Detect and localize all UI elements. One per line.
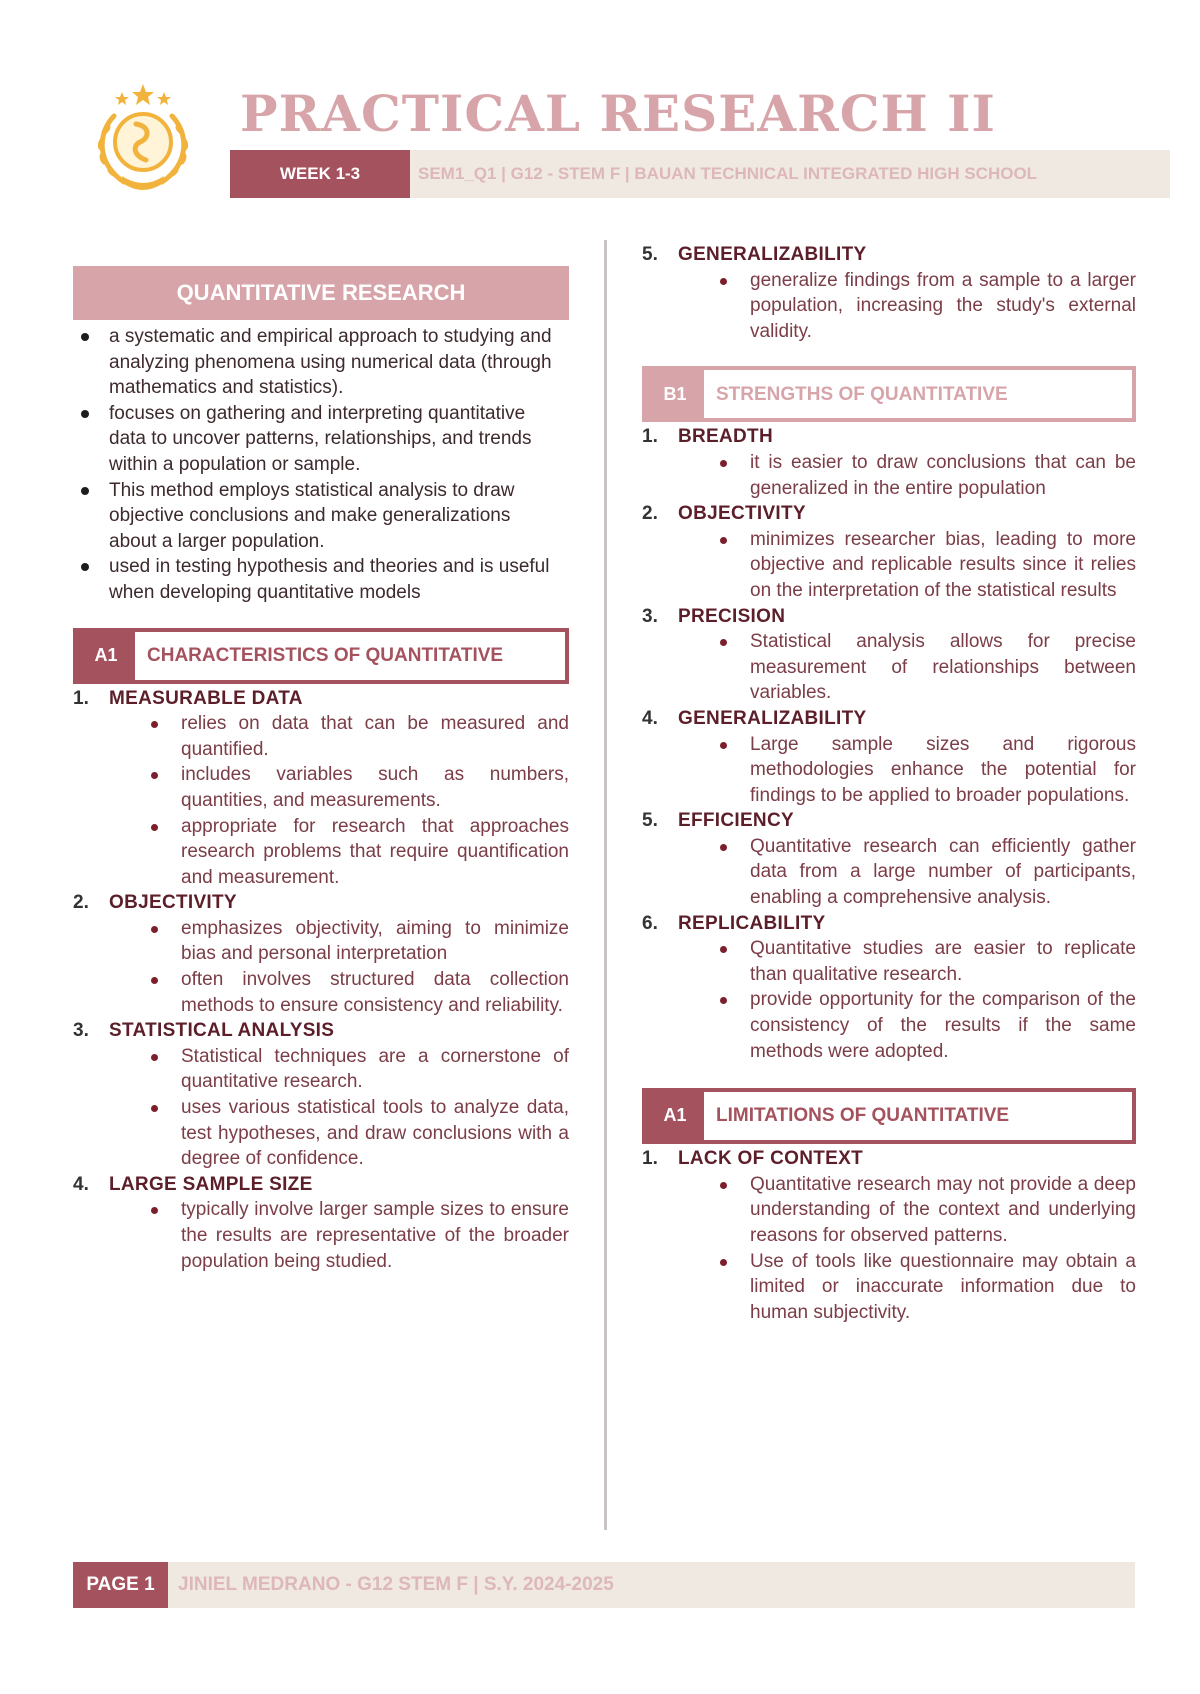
list-item: Statistical analysis allows for precise measurement of relationships between variables. — [678, 629, 1136, 706]
section-code: A1 — [77, 632, 135, 680]
list-item: generalize findings from a sample to a larger population, increasing the study's external validity. — [678, 268, 1136, 345]
sub-list — [678, 450, 1136, 501]
section-label: CHARACTERISTICS OF QUANTITATIVE — [147, 644, 504, 666]
item-number: 6. — [642, 912, 658, 934]
item-title: STATISTICAL ANALYSIS — [109, 1020, 335, 1042]
strengths-list — [642, 424, 1136, 1064]
list-item: includes variables such as numbers, quantities, and measurements. — [109, 762, 569, 813]
sub-list — [678, 732, 1136, 809]
item-number: 5. — [642, 244, 658, 265]
column-divider — [604, 240, 607, 1530]
sub-list — [678, 629, 1136, 706]
list-item — [73, 686, 569, 891]
sub-list — [109, 711, 569, 890]
document-title: PRACTICAL RESEARCH II — [240, 84, 996, 143]
item-title: BREADTH — [678, 426, 773, 448]
list-item: used in testing hypothesis and theories and is useful when developing quantitative models — [73, 554, 563, 605]
item-title: LACK OF CONTEXT — [678, 1148, 863, 1170]
list-item — [73, 890, 569, 1018]
item-number: 4. — [642, 707, 658, 729]
list-item — [642, 501, 1136, 603]
list-item — [642, 424, 1136, 501]
list-item: uses various statistical tools to analyze data, test hypotheses, and draw conclusions with a degree of confidence. — [109, 1095, 569, 1172]
list-item: it is easier to draw conclusions that can be generalized in the entire population — [678, 450, 1136, 501]
list-item: relies on data that can be measured and quantified. — [109, 711, 569, 762]
item-title: OBJECTIVITY — [109, 892, 237, 914]
list-item — [642, 808, 1136, 910]
list-item: This method employs statistical analysis to draw objective conclusions and make generalizations about a larger population. — [73, 478, 563, 555]
footer-text: JINIEL MEDRANO - G12 STEM F | S.Y. 2024-2025 — [178, 1574, 614, 1595]
section-header-limitations — [642, 1088, 1136, 1144]
sub-list — [678, 268, 1136, 345]
list-item: provide opportunity for the comparison of the consistency of the results if the same methods were adopted. — [678, 987, 1136, 1064]
sub-list — [109, 1044, 569, 1172]
section-code: B1 — [646, 370, 704, 418]
list-item: Quantitative studies are easier to replicate than qualitative research. — [678, 936, 1136, 987]
list-item — [642, 911, 1136, 1065]
item-title: REPLICABILITY — [678, 912, 826, 934]
item-number: 2. — [642, 503, 658, 525]
item-number: 1. — [73, 687, 89, 709]
list-item: emphasizes objectivity, aiming to minimize bias and personal interpretation — [109, 916, 569, 967]
week-badge: WEEK 1-3 — [230, 150, 410, 198]
section-label: STRENGTHS OF QUANTITATIVE — [716, 383, 1008, 405]
list-item: a systematic and empirical approach to studying and analyzing phenomena using numerical data (through mathematics and statistics). — [73, 324, 563, 401]
sub-list — [678, 936, 1136, 1064]
list-item: appropriate for research that approaches research problems that require quantification and measurement. — [109, 814, 569, 891]
section-header-characteristics — [73, 628, 569, 684]
item-number: 1. — [642, 426, 658, 448]
list-item: Quantitative research can efficiently gather data from a large number of participants, enabling a comprehensive analysis. — [678, 834, 1136, 911]
list-item: Quantitative research may not provide a deep understanding of the context and underlying reasons for observed patterns. — [678, 1172, 1136, 1249]
sub-list — [678, 834, 1136, 911]
characteristics-list — [73, 686, 569, 1275]
section-label: LIMITATIONS OF QUANTITATIVE — [716, 1105, 1010, 1127]
item-title: LARGE SAMPLE SIZE — [109, 1173, 313, 1195]
item-number: 3. — [73, 1020, 89, 1042]
limitations-list — [642, 1146, 1136, 1325]
item-number: 1. — [642, 1148, 658, 1170]
list-item — [73, 1018, 569, 1172]
item-title: EFFICIENCY — [678, 810, 794, 832]
item-number: 4. — [73, 1173, 89, 1195]
school-seal-logo — [84, 80, 202, 198]
right-column — [642, 242, 1136, 1325]
list-item — [642, 242, 1136, 344]
section-header-strengths — [642, 366, 1136, 422]
sub-list — [678, 1172, 1136, 1326]
item-number: 5. — [642, 810, 658, 832]
item-title: MEASURABLE DATA — [109, 687, 303, 709]
sub-list — [678, 527, 1136, 604]
intro-bullet-list — [73, 324, 569, 606]
list-item — [73, 1172, 569, 1274]
list-item: Statistical techniques are a cornerstone of quantitative research. — [109, 1044, 569, 1095]
section-title-quantitative-research: QUANTITATIVE RESEARCH — [73, 266, 569, 320]
list-item — [642, 1146, 1136, 1325]
item-title: GENERALIZABILITY — [678, 707, 867, 729]
sub-list — [109, 916, 569, 1018]
section-code: A1 — [646, 1092, 704, 1140]
page-number-badge: PAGE 1 — [73, 1562, 168, 1608]
list-item — [642, 706, 1136, 808]
header-subtitle: SEM1_Q1 | G12 - STEM F | BAUAN TECHNICAL INTEGRATED HIGH SCHOOL — [418, 164, 1038, 183]
list-item: Large sample sizes and rigorous methodologies enhance the potential for findings to be applied to broader populations. — [678, 732, 1136, 809]
item-number: 2. — [73, 892, 89, 914]
list-item: focuses on gathering and interpreting quantitative data to uncover patterns, relationships, and trends within a population or sample. — [73, 401, 563, 478]
list-item: often involves structured data collection methods to ensure consistency and reliability. — [109, 967, 569, 1018]
item-title: GENERALIZABILITY — [678, 244, 867, 265]
item-number: 3. — [642, 605, 658, 627]
generalizability-continued-list — [642, 242, 1136, 344]
item-title: PRECISION — [678, 605, 786, 627]
sub-list — [109, 1197, 569, 1274]
list-item: minimizes researcher bias, leading to more objective and replicable results since it relies on the interpretation of the statistical results — [678, 527, 1136, 604]
list-item: Use of tools like questionnaire may obtain a limited or inaccurate information due to human subjectivity. — [678, 1249, 1136, 1326]
list-item: typically involve larger sample sizes to ensure the results are representative of the broader population being studied. — [109, 1197, 569, 1274]
left-column — [73, 266, 569, 1274]
item-title: OBJECTIVITY — [678, 503, 806, 525]
list-item — [642, 604, 1136, 706]
